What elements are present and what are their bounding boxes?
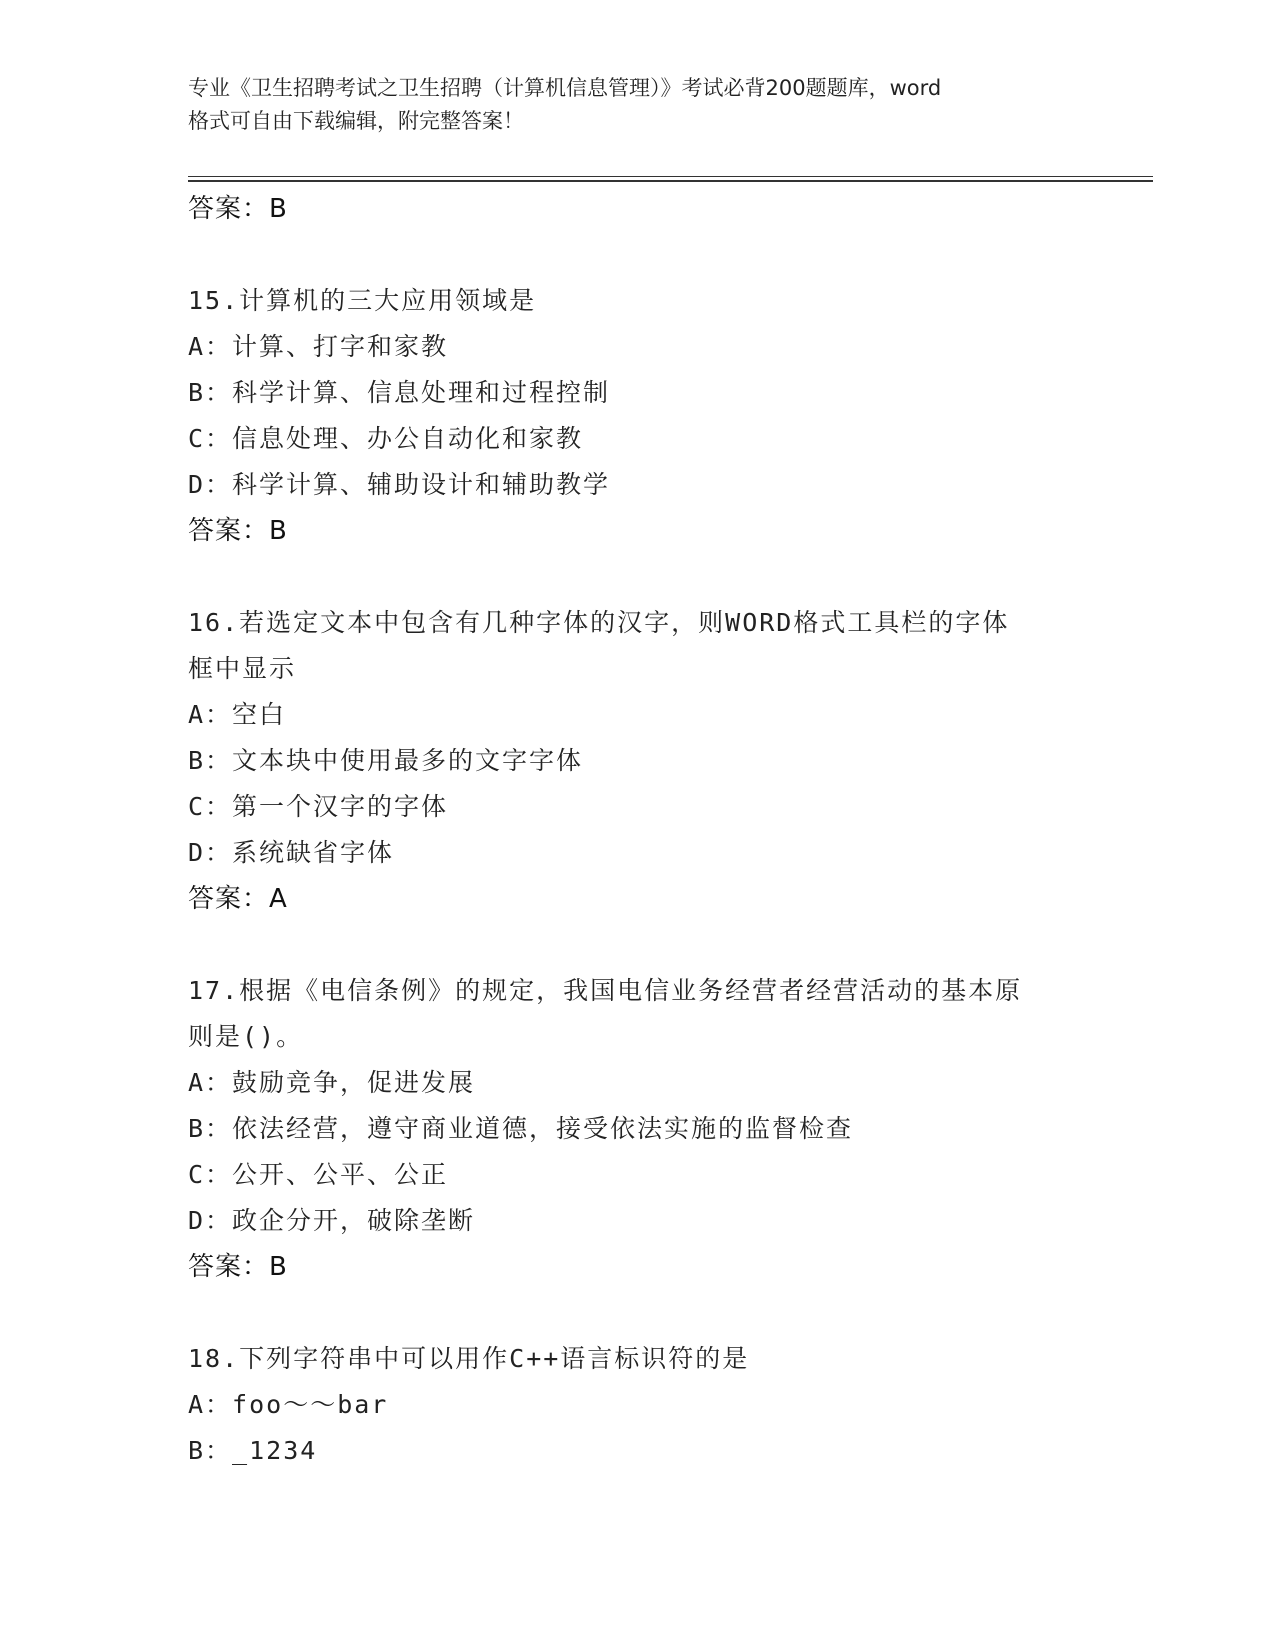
header-line-2: 格式可自由下载编辑，附完整答案！ xyxy=(188,109,524,133)
question-text-continued: 则是()。 xyxy=(188,1022,304,1051)
previous-answer: 答案：B xyxy=(188,194,288,224)
option-a: A：鼓励竞争，促进发展 xyxy=(188,1068,476,1097)
option-c: C：公开、公平、公正 xyxy=(188,1160,449,1189)
option-d: D：系统缺省字体 xyxy=(188,838,395,867)
option-a: A：foo～～bar xyxy=(188,1390,389,1419)
question-list xyxy=(188,186,1128,1474)
option-b: B：_1234 xyxy=(188,1436,318,1465)
question-16 xyxy=(188,600,1128,922)
question-18 xyxy=(188,1336,1128,1474)
option-d: D：科学计算、辅助设计和辅助教学 xyxy=(188,470,611,499)
question-text-continued: 框中显示 xyxy=(188,654,297,683)
option-c: C：第一个汉字的字体 xyxy=(188,792,449,821)
question-17 xyxy=(188,968,1128,1290)
answer-line: 答案：B xyxy=(188,1252,288,1282)
option-c: C：信息处理、办公自动化和家教 xyxy=(188,424,584,453)
answer-line: 答案：A xyxy=(188,884,288,914)
question-text: 18.下列字符串中可以用作C++语言标识符的是 xyxy=(188,1344,750,1373)
option-b: B：依法经营，遵守商业道德，接受依法实施的监督检查 xyxy=(188,1114,854,1143)
question-15 xyxy=(188,278,1128,554)
question-text: 15.计算机的三大应用领域是 xyxy=(188,286,537,315)
option-a: A：计算、打字和家教 xyxy=(188,332,449,361)
question-text: 16.若选定文本中包含有几种字体的汉字，则WORD格式工具栏的字体 xyxy=(188,608,1010,637)
option-b: B：科学计算、信息处理和过程控制 xyxy=(188,378,611,407)
document-header xyxy=(188,72,1088,138)
option-a: A：空白 xyxy=(188,700,287,729)
header-line-1: 专业《卫生招聘考试之卫生招聘（计算机信息管理）》考试必背200题题库，word xyxy=(188,76,942,100)
option-d: D：政企分开，破除垄断 xyxy=(188,1206,476,1235)
header-divider-thin xyxy=(188,176,1153,177)
answer-line: 答案：B xyxy=(188,516,288,546)
question-text: 17.根据《电信条例》的规定，我国电信业务经营者经营活动的基本原 xyxy=(188,976,1023,1005)
header-divider-thick xyxy=(188,180,1153,182)
option-b: B：文本块中使用最多的文字字体 xyxy=(188,746,584,775)
